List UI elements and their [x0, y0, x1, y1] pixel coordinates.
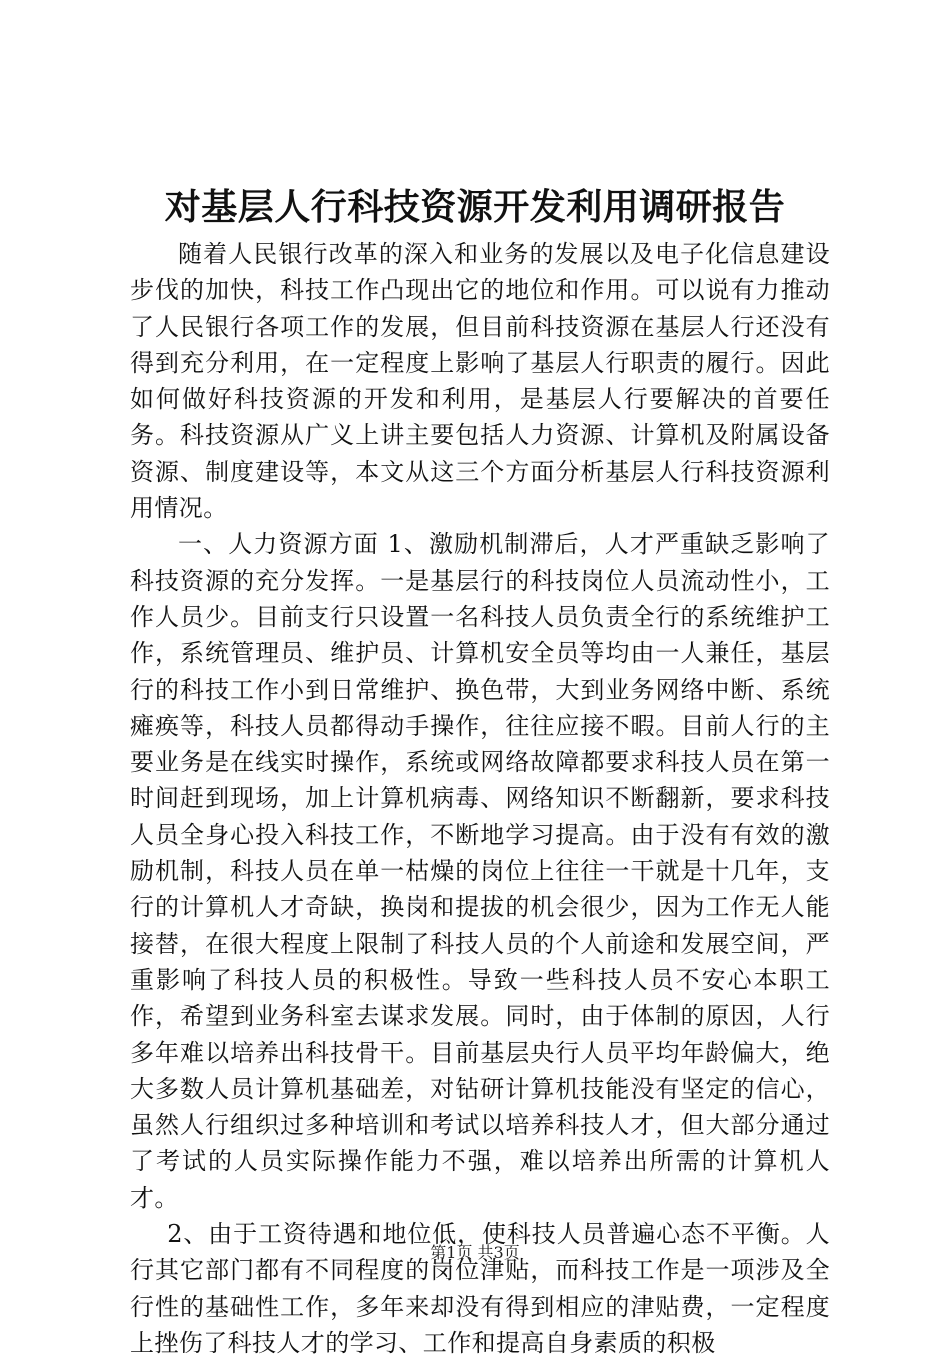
paragraph-human-resources: 一、人力资源方面 1、激励机制滞后，人才严重缺乏影响了科技资源的充分发挥。一是基层行的科技岗位人员流动性小，工作人员少。目前支行只设置一名科技人员负责全行的系统维护工作，系统管理员、维护员、计算机安全员等均由一人兼任，基层行的科技工作小到日常维护、换色带，大到业务网络中断、系统瘫痪等，科技人员都得动手操作，往往应接不暇。目前人行的主要业务是在线实时操作，系统或网络故障都要求科技人员在第一时间赶到现场，加上计算机病毒、网络知识不断翻新，要求科技人员全身心投入科技工作，不断地学习提高。由于没有有效的激励机制，科技人员在单一枯燥的岗位上往往一干就是十几年，支行的计算机人才奇缺，换岗和提拔的机会很少，因为工作无人能接替，在很大程度上限制了科技人员的个人前途和发展空间，严重影响了科技人员的积极性。导致一些科技人员不安心本职工作，希望到业务科室去谋求发展。同时，由于体制的原因，人行多年难以培养出科技骨干。目前基层央行人员平均年龄偏大，绝大多数人员计算机基础差，对钻研计算机技能没有坚定的信心，虽然人行组织过多种培训和考试以培养科技人才，但大部分通过了考试的人员实际操作能力不强，难以培养出所需的计算机人才。 [130, 530, 830, 1212]
page-number-footer: 第1页 共3页 [430, 1243, 520, 1262]
paragraph-intro: 随着人民银行改革的深入和业务的发展以及电子化信息建设步伐的加快，科技工作凸现出它的地位和作用。可以说有力推动了人民银行各项工作的发展，但目前科技资源在基层人行还没有得到充分利用，在一定程度上影响了基层人行职责的履行。因此如何做好科技资源的开发和利用，是基层人行要解决的首要任务。科技资源从广义上讲主要包括人力资源、计算机及附属设备资源、制度建设等，本文从这三个方面分析基层人行科技资源利用情况。 [130, 240, 830, 523]
paragraph-salary: 2、由于工资待遇和地位低，使科技人员普遍心态不平衡。人行其它部门都有不同程度的岗位津贴，而科技工作是一项涉及全行性的基础性工作，多年来却没有得到相应的津贴费，一定程度上挫伤了科技人才的学习、工作和提高自身素质的积极 [130, 1220, 830, 1357]
document-title: 对基层人行科技资源开发利用调研报告 [164, 186, 786, 228]
document-body [130, 236, 830, 1361]
